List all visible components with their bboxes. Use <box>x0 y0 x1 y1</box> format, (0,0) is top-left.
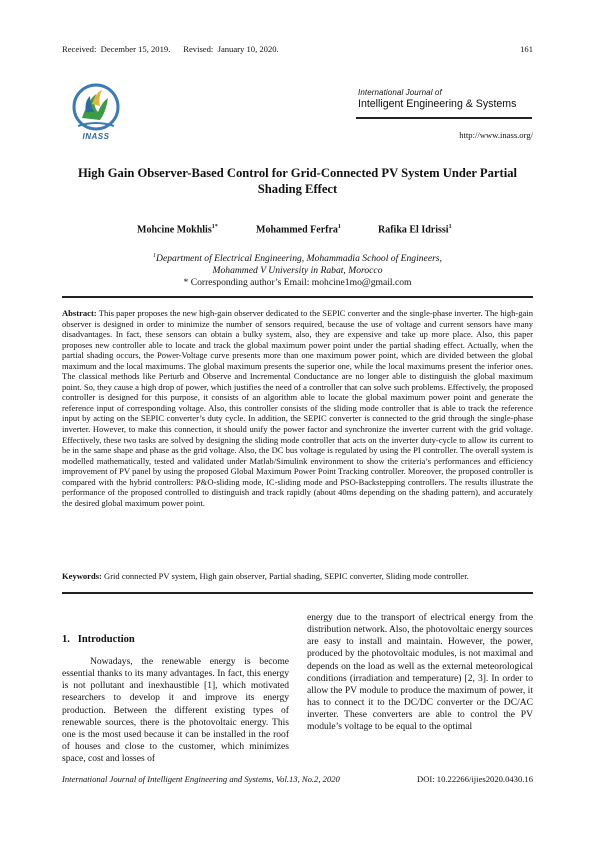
received-revised-dates: Received: December 15, 2019. Revised: January 10, 2020. <box>62 44 279 54</box>
keywords-text: Grid connected PV system, High gain observer, Partial shading, SEPIC converter, Sliding mode controller. <box>101 571 469 581</box>
page-footer <box>62 774 533 784</box>
author-name: Rafika El Idrissi <box>378 224 449 236</box>
abstract-bottom-rule <box>62 592 533 594</box>
affil-sup: 1 <box>153 253 157 259</box>
author-sup: 1 <box>448 224 452 230</box>
intro-column-2: energy due to the transport of electrical energy from the distribution network. Also, the photovoltaic energy sources are easy to install and maintain. However, the power, produced by the photovoltaic modules, is not maximal and depends on the load as well as the external meteorological conditions (irradiation and temperature) [2, 3]. In order to allow the PV module to produce the maximum of power, it has to connect it to the DC/DC converter or the DC/AC inverter. These converters are able to control the PV module’s voltage to be equal to the optimal <box>307 612 533 733</box>
logo-text: INASS <box>82 132 110 141</box>
abstract-text: This paper proposes the new high-gain observer dedicated to the SEPIC converter and the single-phase inverter. The high-gain observer is designed in order to minimize the number of sensors required, because the use of voltage and current sensors have many disadvantages. In fact, these sensors can obtain a bulky system, also, they are expensive and take up more place. Also, this paper proposes new controller able to locate and track the global maximum power point under the partial shading effect. Actually, when the partial shading occurs, the Power-Voltage curve presents more than one maximum power point, which are divided between the global maximum and the local maximums. The global maximum presents the superior one, while the local maximums present the inferior ones. The classical methods like Perturb and Observe and Incremental Conductance are no longer able to distinguish the global maximum point. So, they cause a high drop of power, which justifies the need of a controller that can solve such problems. Effectively, the proposed controller is designed for this purpose, it consists of an algorithm able to locate the global maximum power point and generate the reference input of corresponding voltage. Also, this controller consists of the sliding mode controller that is able to track the reference input by acting on the SEPIC converter’s duty cycle. In addition, the SEPIC converter is connected to the grid through the single-phase inverter. However, to make this connection, it should unify the power factor and synchronize the inverter current with the grid voltage. Effectively, these two tasks are solved by designing the sliding mode controller that acts on the inverter duty-cycle to allow its current to be in the same shape and phase as the grid voltage. Also, the DC bus voltage is regulated by using the PI controller. The overall system is modelled mathematically, tested and validated under Matlab/Simulink environment to show the criteria’s performances and efficiency improvement of PV panel by using the proposed Global Maximum Power Point Tracking controller. Moreover, the proposed controller is compared with the hybrid controllers: P&O-sliding mode, IC-sliding mode and PSO-Backstepping controllers. The results illustrate the performance of the proposed controlled to distinguish and track rapidly (about 40ms depending on the shading pattern), and accurately the desired global maximum power point. <box>62 308 533 508</box>
abstract-top-rule <box>62 296 533 298</box>
author-name: Mohammed Ferfra <box>256 224 338 236</box>
footer-doi[interactable]: DOI: 10.22266/ijies2020.0430.16 <box>416 774 533 784</box>
author-2 <box>256 224 341 235</box>
author-name: Mohcine Mokhlis <box>137 224 212 236</box>
journal-masthead <box>358 88 516 110</box>
journal-line-2: Intelligent Engineering & Systems <box>358 98 517 110</box>
abstract-label: Abstract: <box>62 308 97 318</box>
page-number: 161 <box>520 44 533 54</box>
author-3 <box>378 224 452 235</box>
journal-line-1: International Journal of <box>358 88 442 97</box>
affil-line-2: Mohammed V University in Rabat, Morocco <box>212 265 383 277</box>
affiliation <box>62 250 533 289</box>
paper-title: High Gain Observer-Based Control for Grid-Connected PV System Under Partial Shading Effect <box>77 166 517 196</box>
author-sup: 1 <box>337 224 341 230</box>
abstract <box>62 308 533 508</box>
keywords <box>62 571 533 582</box>
affil-line-1: Department of Electrical Engineering, Mohammadia School of Engineers, <box>156 253 442 265</box>
corresponding-email: * Corresponding author’s Email: mohcine1mo@gmail.com <box>183 277 412 289</box>
journal-url[interactable]: http://www.inass.org/ <box>459 130 533 140</box>
masthead-rule <box>356 117 532 119</box>
author-sup: 1* <box>211 224 218 230</box>
section-heading: 1. Introduction <box>62 634 135 645</box>
intro-column-1: Nowadays, the renewable energy is become essential thanks to its many advantages. In fact, this energy is not pollutant and inexhaustible [1], which motivated researchers to develop it and improve its energy production. Between the different existing types of renewable sources, there is the photovoltaic energy. This one is the most used because it can be installed in the roof of houses and close to the customer, which minimizes space, cost and losses of <box>62 656 289 765</box>
keywords-label: Keywords: <box>62 571 102 581</box>
author-1 <box>137 224 218 235</box>
footer-journal: International Journal of Intelligent Engineering and Systems, Vol.13, No.2, 2020 <box>62 774 340 784</box>
inass-logo-icon <box>62 80 130 146</box>
